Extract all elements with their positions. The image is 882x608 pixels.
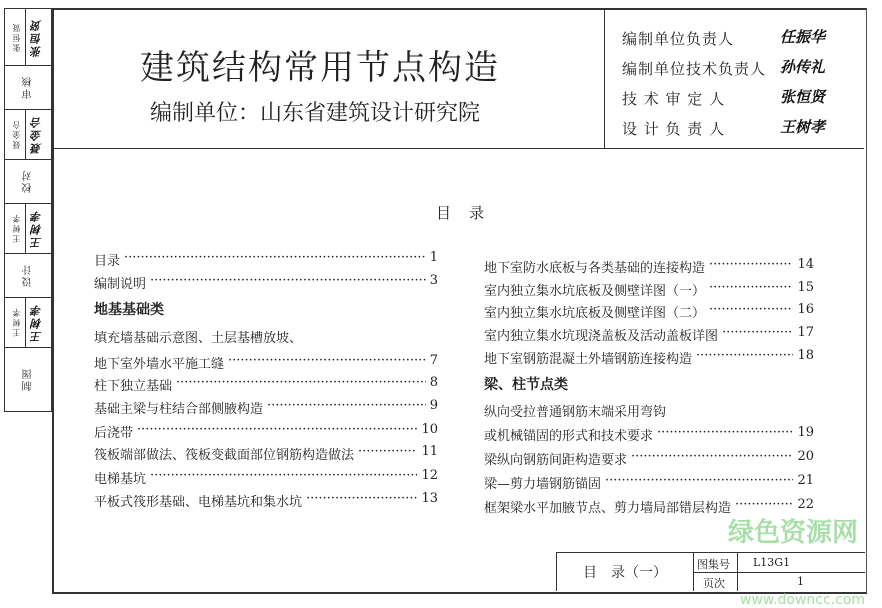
approval-label: 王树孝 <box>12 307 21 337</box>
toc-page-number: 17 <box>797 325 814 340</box>
toc-entry-text: 室内独立集水坑底板及侧壁详图（一） <box>484 284 706 299</box>
approval-cell <box>5 65 51 110</box>
toc-entry-text: 编制说明 <box>94 277 147 292</box>
approval-cell <box>5 297 51 348</box>
approval-label: 王树孝 <box>12 213 21 243</box>
toc-entry-text: 电梯基坑 <box>94 472 147 487</box>
toc-entry-text: 筏板端部做法、筏板变截面部位钢筋构造做法 <box>94 448 355 463</box>
signature: 王树孝 <box>30 302 43 342</box>
approval-strip <box>4 8 52 412</box>
leader-dots <box>137 422 417 441</box>
toc-page-number: 3 <box>429 273 438 288</box>
role-label: 编制单位技术负责人 <box>622 60 767 78</box>
toc-entry[interactable] <box>484 497 814 516</box>
page-number: 1 <box>797 575 804 588</box>
toc-page-number: 7 <box>429 353 438 368</box>
leader-dots <box>696 348 793 367</box>
toc-entry-text: 地下室防水底板与各类基础的连接构造 <box>484 261 706 276</box>
toc-heading: 目录 <box>436 204 503 222</box>
toc-page-number: 16 <box>797 302 814 317</box>
leader-dots <box>124 250 426 269</box>
leader-dots <box>150 468 417 487</box>
toc-page-number: 22 <box>797 497 814 512</box>
leader-dots <box>605 473 793 492</box>
toc-entry[interactable] <box>94 273 438 292</box>
approval-label: 制图 <box>22 367 34 391</box>
approval-cell <box>5 9 51 66</box>
leader-dots <box>709 257 793 276</box>
signature: 任振华 <box>780 28 826 46</box>
leader-dots <box>228 353 426 372</box>
compiling-unit: 编制单位：山东省建筑设计研究院 <box>150 101 481 126</box>
toc-entry[interactable] <box>94 491 438 510</box>
approval-cell <box>5 203 51 254</box>
toc-entry-text: 室内独立集水坑底板及侧壁详图（二） <box>484 306 706 321</box>
approval-label: 审核 <box>22 75 34 99</box>
toc-entry-text: 纵向受拉普通钢筋末端采用弯钩 <box>484 405 667 420</box>
toc-entry[interactable] <box>484 425 814 444</box>
approval-label: 张恒贤 <box>12 22 21 52</box>
signature: 张恒贤 <box>780 88 826 106</box>
toc-entry-text: 填充墙基础示意图、土层基槽放坡、 <box>94 331 303 346</box>
leader-dots <box>631 449 793 468</box>
toc-entry[interactable] <box>484 325 814 344</box>
leader-dots <box>722 325 793 344</box>
toc-entry[interactable] <box>94 468 438 487</box>
divider <box>604 8 605 148</box>
toc-page-number: 1 <box>429 250 438 265</box>
leader-dots <box>358 444 417 463</box>
approval-label: 聂金合 <box>12 119 21 149</box>
watermark-url: www.downcc.com <box>740 592 866 608</box>
approval-cell <box>5 159 51 204</box>
role-label: 设 计 负 责 人 <box>622 120 726 138</box>
leader-dots <box>306 491 417 510</box>
toc-entry[interactable] <box>94 444 438 463</box>
leader-dots <box>657 425 793 444</box>
approval-label: 校对 <box>22 169 34 193</box>
page-label: 页次 <box>703 577 725 590</box>
toc-page-number: 9 <box>429 398 438 413</box>
signature: 张恒贤 <box>30 17 43 57</box>
leader-dots <box>735 497 793 516</box>
toc-section: 地基基础类 <box>94 302 164 318</box>
toc-page-number: 19 <box>797 425 814 440</box>
toc-entry[interactable] <box>484 473 814 492</box>
toc-entry-line <box>484 401 666 420</box>
toc-entry-text: 室内独立集水坑现浇盖板及活动盖板详图 <box>484 329 719 344</box>
approval-cell <box>5 253 51 298</box>
toc-page-number: 8 <box>429 375 438 390</box>
toc-entry-text: 框架梁水平加腋节点、剪力墙局部错层构造 <box>484 501 732 516</box>
toc-page-number: 11 <box>421 444 438 459</box>
toc-entry[interactable] <box>484 302 814 321</box>
signature: 王树孝 <box>780 118 826 136</box>
toc-page-number: 18 <box>797 348 814 363</box>
role-label: 技 术 审 定 人 <box>622 90 726 108</box>
toc-entry-text: 平板式筏形基础、电梯基坑和集水坑 <box>94 495 303 510</box>
toc-page-number: 12 <box>421 468 438 483</box>
toc-page-number: 20 <box>797 449 814 464</box>
toc-entry-text: 目录 <box>94 254 121 269</box>
toc-page-number: 10 <box>421 422 438 437</box>
toc-entry-text: 基础主梁与柱结合部侧腋构造 <box>94 402 264 417</box>
toc-section: 梁、柱节点类 <box>484 377 568 393</box>
leader-dots <box>267 398 426 417</box>
approval-cell <box>5 109 51 160</box>
signature: 孙传礼 <box>780 58 826 76</box>
toc-entry[interactable] <box>484 257 814 276</box>
toc-entry[interactable] <box>484 280 814 299</box>
toc-entry[interactable] <box>94 422 438 441</box>
role-label: 编制单位负责人 <box>622 30 735 48</box>
toc-entry[interactable] <box>484 449 814 468</box>
leader-dots <box>709 280 793 299</box>
toc-entry[interactable] <box>94 250 438 269</box>
toc-entry-text: 或机械锚固的形式和技术要求 <box>484 429 654 444</box>
leader-dots <box>709 302 793 321</box>
toc-entry-text: 地下室钢筋混凝土外墙钢筋连接构造 <box>484 352 693 367</box>
approval-label: 设计 <box>22 263 34 287</box>
toc-entry-text: 柱下独立基础 <box>94 379 173 394</box>
toc-page-number: 14 <box>797 257 814 272</box>
signature: 聂金合 <box>30 114 43 154</box>
atlas-number: L13G1 <box>753 556 791 569</box>
toc-page-number: 13 <box>421 491 438 506</box>
toc-entry-text: 梁—剪力墙钢筋锚固 <box>484 477 602 492</box>
toc-entry[interactable] <box>484 348 814 367</box>
toc-page-number: 21 <box>797 473 814 488</box>
signature: 王树孝 <box>30 208 43 248</box>
leader-dots <box>150 273 426 292</box>
leader-dots <box>176 375 426 394</box>
toc-entry[interactable] <box>94 398 438 417</box>
toc-entry-text: 梁纵向钢筋间距构造要求 <box>484 453 628 468</box>
approval-cell <box>5 347 51 412</box>
atlas-title: 建筑结构常用节点构造 <box>140 48 500 88</box>
sheet-name: 目 录（一） <box>583 565 667 581</box>
toc-entry-line <box>94 327 302 346</box>
toc-entry-text: 地下室外墙水平施工缝 <box>94 357 225 372</box>
title-block <box>556 552 865 591</box>
toc-entry[interactable] <box>94 353 438 372</box>
watermark-logo: 绿色资源网 <box>728 518 859 548</box>
toc-page-number: 15 <box>797 280 814 295</box>
toc-entry-text: 后浇带 <box>94 426 134 441</box>
divider <box>52 148 864 149</box>
atlas-label: 图集号 <box>697 558 730 571</box>
toc-entry[interactable] <box>94 375 438 394</box>
